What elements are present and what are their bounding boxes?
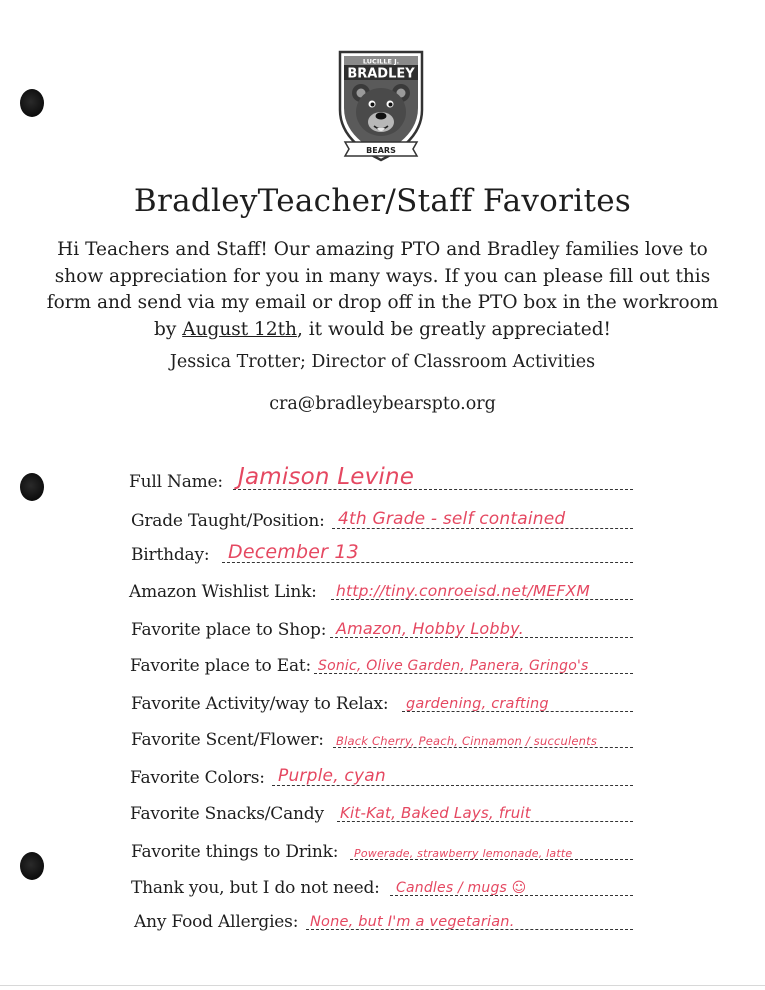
form-row-favorite-drink [0,834,765,864]
field-label: Favorite things to Drink: [131,842,339,862]
form-row-do-not-need [0,870,765,900]
form-row-favorite-scent [0,722,765,752]
contact-email: cra@bradleybearspto.org [269,394,496,414]
field-value: Black Cherry, Peach, Cinnamon / succulents [336,734,598,748]
field-label: Favorite place to Eat: [130,656,312,676]
page-bottom-edge [0,985,765,986]
form-row-amazon-wishlist [0,574,765,604]
logo-name-text: BRADLEY [347,66,415,82]
form-row-favorite-eat [0,648,765,678]
field-label: Any Food Allergies: [134,912,299,932]
form-row-birthday [0,537,765,567]
field-value: Sonic, Olive Garden, Panera, Gringo's [318,658,589,674]
form-row-favorite-shop [0,612,765,642]
field-value: Kit-Kat, Baked Lays, fruit [340,804,531,822]
field-value: 4th Grade - self contained [338,509,566,529]
field-value: Amazon, Hobby Lobby. [336,619,524,638]
intro-text-2: , it would be greatly appreciated! [296,318,611,340]
field-label: Favorite place to Shop: [131,620,327,640]
bradley-bears-logo [337,48,425,166]
field-value: None, but I'm a vegetarian. [310,914,515,930]
binder-hole-top [20,89,44,117]
field-value: Candles / mugs ☺ [396,880,527,896]
form-row-favorite-activity [0,686,765,716]
form-row-food-allergies [0,904,765,934]
field-label: Favorite Activity/way to Relax: [131,694,389,714]
form-row-favorite-colors [0,760,765,790]
field-label: Thank you, but I do not need: [131,878,380,898]
logo-banner-text: BEARS [366,146,396,155]
director-signature: Jessica Trotter; Director of Classroom Activities [169,352,596,372]
intro-text-1: Hi Teachers and Staff! Our amazing PTO and Bradley families love to show appreciation for you in many ways. If you can please fill out this form and send via my email or drop off in the PTO box in the workroom by [46,239,719,340]
field-label: Full Name: [129,472,223,492]
form-row-full-name [0,464,765,494]
field-label: Birthday: [131,545,210,565]
form-row-favorite-snacks [0,796,765,826]
logo-top-text: LUCILLE J. [362,57,400,66]
intro-deadline-date: August 12th [182,318,297,340]
field-value: http://tiny.conroeisd.net/MEFXM [336,582,590,600]
field-label: Grade Taught/Position: [131,511,325,531]
page-title: BradleyTeacher/Staff Favorites [133,183,632,219]
intro-paragraph [40,237,725,343]
field-value: gardening, crafting [406,696,549,712]
field-label: Favorite Colors: [130,768,265,788]
field-label: Favorite Scent/Flower: [131,730,324,750]
field-label: Favorite Snacks/Candy [130,804,324,824]
form-row-grade-position [0,503,765,533]
field-value: Powerade, strawberry lemonade, latte [354,847,573,860]
field-value: Purple, cyan [278,766,386,786]
field-value: December 13 [228,541,359,563]
field-label: Amazon Wishlist Link: [129,582,317,602]
bear-head-icon [337,48,425,166]
field-value: Jamison Levine [238,464,415,490]
